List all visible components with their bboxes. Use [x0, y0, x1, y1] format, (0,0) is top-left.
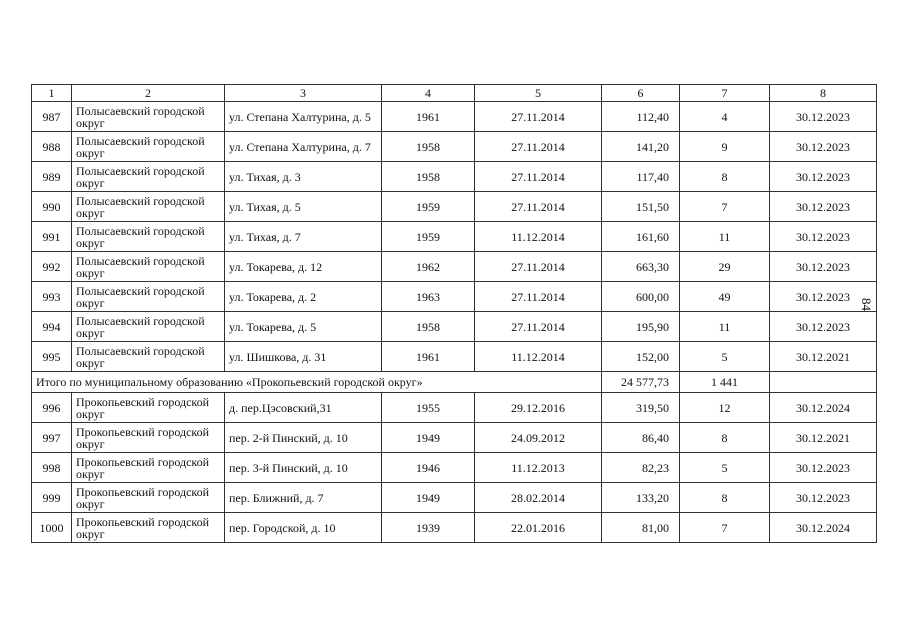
address-cell: пер. 2-й Пинский, д. 10 [225, 423, 382, 453]
year-cell: 1949 [382, 423, 475, 453]
address-cell: ул. Токарева, д. 2 [225, 282, 382, 312]
residents-cell: 8 [680, 423, 770, 453]
area-cell: 112,40 [602, 102, 680, 132]
residents-cell: 7 [680, 513, 770, 543]
residents-cell: 4 [680, 102, 770, 132]
district-cell: Прокопьевский городской округ [72, 513, 225, 543]
district-cell: Полысаевский городской округ [72, 102, 225, 132]
address-cell: ул. Токарева, д. 12 [225, 252, 382, 282]
year-cell: 1963 [382, 282, 475, 312]
year-cell: 1959 [382, 222, 475, 252]
address-cell: ул. Тихая, д. 3 [225, 162, 382, 192]
deadline-cell: 30.12.2021 [770, 342, 877, 372]
district-cell: Прокопьевский городской округ [72, 393, 225, 423]
deadline-cell: 30.12.2023 [770, 162, 877, 192]
address-cell: ул. Шишкова, д. 31 [225, 342, 382, 372]
year-cell: 1949 [382, 483, 475, 513]
address-cell: пер. Городской, д. 10 [225, 513, 382, 543]
column-number: 4 [382, 85, 475, 102]
table-row [32, 282, 877, 312]
area-cell: 161,60 [602, 222, 680, 252]
total-row [32, 372, 877, 393]
residents-cell: 8 [680, 162, 770, 192]
deadline-cell: 30.12.2023 [770, 453, 877, 483]
area-cell: 319,50 [602, 393, 680, 423]
year-cell: 1961 [382, 102, 475, 132]
column-number: 8 [770, 85, 877, 102]
address-cell: ул. Тихая, д. 7 [225, 222, 382, 252]
district-cell: Полысаевский городской округ [72, 252, 225, 282]
column-number: 7 [680, 85, 770, 102]
deadline-cell: 30.12.2023 [770, 252, 877, 282]
row-index: 989 [32, 162, 72, 192]
table-row [32, 192, 877, 222]
date-cell: 27.11.2014 [475, 282, 602, 312]
district-cell: Полысаевский городской округ [72, 132, 225, 162]
area-cell: 86,40 [602, 423, 680, 453]
year-cell: 1946 [382, 453, 475, 483]
residents-cell: 49 [680, 282, 770, 312]
total-area: 24 577,73 [602, 372, 680, 393]
column-number: 6 [602, 85, 680, 102]
address-cell: ул. Степана Халтурина, д. 5 [225, 102, 382, 132]
year-cell: 1958 [382, 132, 475, 162]
page-number: 84 [859, 298, 874, 311]
residents-cell: 11 [680, 222, 770, 252]
address-cell: пер. 3-й Пинский, д. 10 [225, 453, 382, 483]
table-row [32, 312, 877, 342]
address-cell: ул. Токарева, д. 5 [225, 312, 382, 342]
column-number: 3 [225, 85, 382, 102]
district-cell: Прокопьевский городской округ [72, 483, 225, 513]
year-cell: 1955 [382, 393, 475, 423]
area-cell: 133,20 [602, 483, 680, 513]
year-cell: 1959 [382, 192, 475, 222]
table-row [32, 252, 877, 282]
date-cell: 11.12.2013 [475, 453, 602, 483]
residents-cell: 12 [680, 393, 770, 423]
district-cell: Полысаевский городской округ [72, 282, 225, 312]
residents-cell: 8 [680, 483, 770, 513]
residents-cell: 7 [680, 192, 770, 222]
row-index: 997 [32, 423, 72, 453]
district-cell: Полысаевский городской округ [72, 312, 225, 342]
district-cell: Прокопьевский городской округ [72, 453, 225, 483]
row-index: 995 [32, 342, 72, 372]
deadline-cell: 30.12.2023 [770, 132, 877, 162]
column-number: 1 [32, 85, 72, 102]
row-index: 988 [32, 132, 72, 162]
area-cell: 663,30 [602, 252, 680, 282]
deadline-cell: 30.12.2023 [770, 312, 877, 342]
column-number: 5 [475, 85, 602, 102]
area-cell: 195,90 [602, 312, 680, 342]
residents-cell: 29 [680, 252, 770, 282]
row-index: 996 [32, 393, 72, 423]
district-cell: Прокопьевский городской округ [72, 423, 225, 453]
residents-cell: 5 [680, 453, 770, 483]
row-index: 991 [32, 222, 72, 252]
area-cell: 82,23 [602, 453, 680, 483]
district-cell: Полысаевский городской округ [72, 222, 225, 252]
address-cell: пер. Ближний, д. 7 [225, 483, 382, 513]
year-cell: 1939 [382, 513, 475, 543]
row-index: 992 [32, 252, 72, 282]
total-residents: 1 441 [680, 372, 770, 393]
district-cell: Полысаевский городской округ [72, 162, 225, 192]
table-row [32, 222, 877, 252]
area-cell: 600,00 [602, 282, 680, 312]
column-number: 2 [72, 85, 225, 102]
date-cell: 28.02.2014 [475, 483, 602, 513]
column-number-row [32, 85, 877, 102]
date-cell: 24.09.2012 [475, 423, 602, 453]
date-cell: 22.01.2016 [475, 513, 602, 543]
table-row [32, 483, 877, 513]
table-row [32, 162, 877, 192]
deadline-cell: 30.12.2024 [770, 393, 877, 423]
housing-table [31, 84, 877, 543]
date-cell: 11.12.2014 [475, 342, 602, 372]
total-empty-cell [770, 372, 877, 393]
deadline-cell: 30.12.2023 [770, 102, 877, 132]
row-index: 990 [32, 192, 72, 222]
address-cell: ул. Тихая, д. 5 [225, 192, 382, 222]
deadline-cell: 30.12.2024 [770, 513, 877, 543]
district-cell: Полысаевский городской округ [72, 192, 225, 222]
deadline-cell: 30.12.2021 [770, 423, 877, 453]
residents-cell: 5 [680, 342, 770, 372]
residents-cell: 11 [680, 312, 770, 342]
deadline-cell: 30.12.2023 [770, 192, 877, 222]
date-cell: 27.11.2014 [475, 132, 602, 162]
year-cell: 1958 [382, 162, 475, 192]
deadline-cell: 30.12.2023 [770, 222, 877, 252]
row-index: 999 [32, 483, 72, 513]
district-cell: Полысаевский городской округ [72, 342, 225, 372]
row-index: 993 [32, 282, 72, 312]
year-cell: 1958 [382, 312, 475, 342]
date-cell: 27.11.2014 [475, 102, 602, 132]
year-cell: 1962 [382, 252, 475, 282]
date-cell: 27.11.2014 [475, 162, 602, 192]
table-row [32, 102, 877, 132]
date-cell: 27.11.2014 [475, 312, 602, 342]
date-cell: 27.11.2014 [475, 252, 602, 282]
date-cell: 29.12.2016 [475, 393, 602, 423]
table-row [32, 132, 877, 162]
area-cell: 151,50 [602, 192, 680, 222]
address-cell: ул. Степана Халтурина, д. 7 [225, 132, 382, 162]
year-cell: 1961 [382, 342, 475, 372]
table-row [32, 393, 877, 423]
area-cell: 141,20 [602, 132, 680, 162]
residents-cell: 9 [680, 132, 770, 162]
total-label: Итого по муниципальному образованию «Прокопьевский городской округ» [32, 372, 602, 393]
row-index: 998 [32, 453, 72, 483]
table-row [32, 342, 877, 372]
row-index: 987 [32, 102, 72, 132]
table-row [32, 423, 877, 453]
row-index: 1000 [32, 513, 72, 543]
area-cell: 117,40 [602, 162, 680, 192]
table-row [32, 513, 877, 543]
deadline-cell: 30.12.2023 [770, 282, 877, 312]
table-row [32, 453, 877, 483]
area-cell: 152,00 [602, 342, 680, 372]
deadline-cell: 30.12.2023 [770, 483, 877, 513]
date-cell: 11.12.2014 [475, 222, 602, 252]
area-cell: 81,00 [602, 513, 680, 543]
row-index: 994 [32, 312, 72, 342]
address-cell: д. пер.Цэсовский,31 [225, 393, 382, 423]
date-cell: 27.11.2014 [475, 192, 602, 222]
